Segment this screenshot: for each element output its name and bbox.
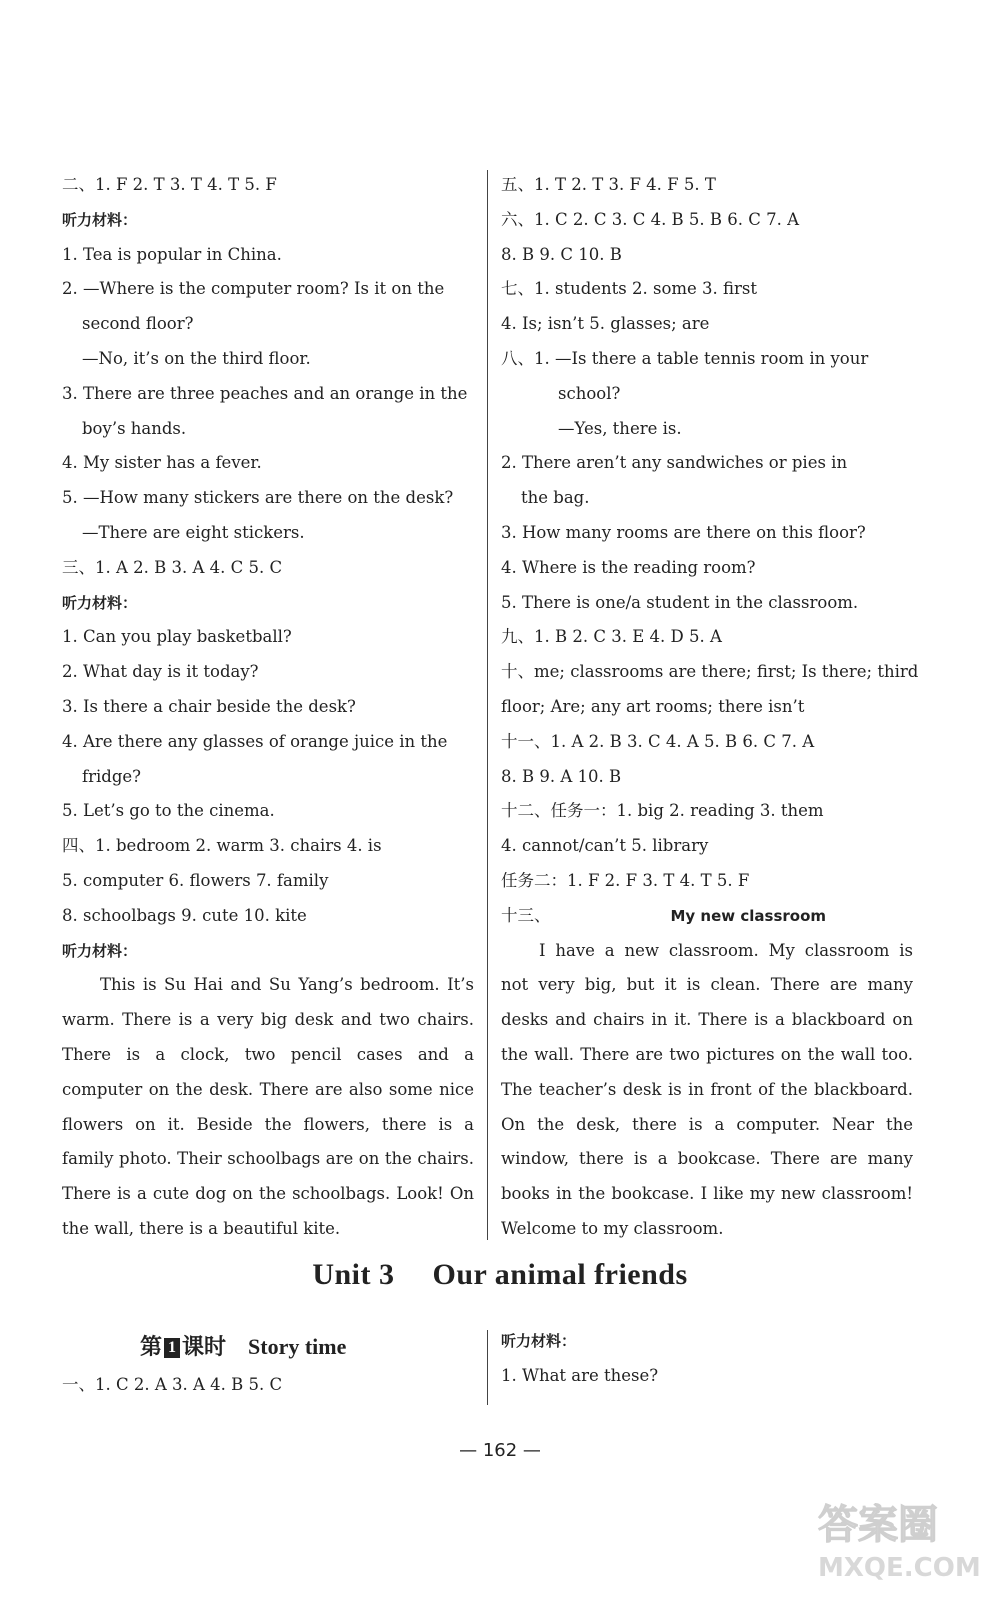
answer-line: 3. Is there a chair beside the desk? [62, 696, 356, 716]
answer-line: —There are eight stickers. [82, 522, 305, 542]
answer-line: 8. B 9. C 10. B [501, 244, 622, 264]
answer-line: 九、1. B 2. C 3. E 4. D 5. A [501, 627, 722, 647]
answer-line: 8. B 9. A 10. B [501, 766, 622, 786]
lesson-number-badge: 1 [164, 1338, 180, 1358]
right-answers [501, 168, 919, 899]
essay-body: I have a new classroom. My classroom is not very big, but it is clean. There are many desks and chairs in it. There is a blackboard on the wall. There are two pictures on the wall too. The teacher’s desk is in front of the blackboard. On the desk, there is a computer. Near the window, there is a bookcase. There are many books in the bookcase. I like my new classroom! Welcome to my classroom. [501, 940, 913, 1238]
listening-label: 听力材料： [62, 593, 138, 612]
answer-line: 2. What day is it today? [62, 662, 259, 682]
answer-line: 六、1. C 2. C 3. C 4. B 5. B 6. C 7. A [501, 209, 800, 229]
unit-number: Unit 3 [312, 1258, 395, 1291]
answer-line: 4. My sister has a fever. [62, 453, 262, 473]
answer-line: boy’s hands. [82, 418, 187, 438]
answer-line: 5. computer 6. flowers 7. family [62, 870, 329, 890]
answer-line: 3. There are three peaches and an orange in the [62, 383, 468, 403]
answer-line: 2. —Where is the computer room? Is it on the [62, 279, 445, 299]
essay-title: My new classroom [670, 906, 827, 925]
answer-line: 三、1. A 2. B 3. A 4. C 5. C [62, 557, 283, 577]
watermark-en: MXQE.COM [818, 1553, 981, 1583]
listening-label: 听力材料： [62, 941, 138, 960]
answer-line: 1. Tea is popular in China. [62, 244, 282, 264]
answer-line: second floor? [82, 314, 194, 334]
answer-line: 五、1. T 2. T 3. F 4. F 5. T [501, 175, 716, 194]
answer-line: 四、1. bedroom 2. warm 3. chairs 4. is [62, 836, 382, 856]
lesson-prefix: 第 [140, 1334, 163, 1359]
answer-line: school? [558, 383, 621, 403]
listening-passage: This is Su Hai and Su Yang’s bedroom. It’s warm. There is a very big desk and two chairs. There is a clock, two pencil cases and a computer on the desk. There are also some nice flowers on it. Beside the flowers, there is a family photo. Their schoolbags are on the chairs. There is a cute dog on the schoolbags. Look! On the wall, there is a beautiful kite. [62, 975, 474, 1238]
answer-line: 任务二：1. F 2. F 3. T 4. T 5. F [501, 870, 750, 890]
right-column [501, 168, 919, 1247]
unit-name: Our animal friends [432, 1258, 688, 1291]
answer-line: 十二、任务一：1. big 2. reading 3. them [501, 801, 824, 821]
answer-line: 二、1. F 2. T 3. T 4. T 5. F [62, 175, 277, 194]
answer-line: 2. There aren’t any sandwiches or pies in [501, 453, 848, 473]
unit-title [0, 1258, 1000, 1292]
answer-line: 4. Is; isn’t 5. glasses; are [501, 314, 710, 334]
answer-line: 5. There is one/a student in the classroom. [501, 592, 859, 612]
answer-line: fridge? [82, 766, 142, 786]
column-divider [487, 170, 488, 1240]
answer-line: 八、1. —Is there a table tennis room in your [501, 348, 869, 368]
listening-label: 听力材料： [501, 1332, 577, 1350]
listening-line: 1. What are these? [501, 1365, 659, 1385]
answer-line: 1. Can you play basketball? [62, 627, 292, 647]
watermark-cn: 答案圈 [818, 1502, 938, 1548]
answer-line: 3. How many rooms are there on this floor? [501, 522, 866, 542]
lesson-title [140, 1330, 346, 1361]
lesson-listening [501, 1324, 658, 1394]
answer-line: 5. Let’s go to the cinema. [62, 801, 275, 821]
page-number: — 162 — [459, 1440, 541, 1461]
answer-line: 十、me; classrooms are there; first; Is there; third [501, 662, 919, 682]
lesson-answers: 一、1. C 2. A 3. A 4. B 5. C [62, 1375, 283, 1394]
answer-line: 4. Where is the reading room? [501, 557, 756, 577]
answer-line: floor; Are; any art rooms; there isn’t [501, 696, 805, 716]
left-column [62, 168, 474, 1247]
lesson-name: Story time [248, 1334, 347, 1359]
answer-line: 4. cannot/can’t 5. library [501, 836, 709, 856]
answer-line: the bag. [521, 488, 590, 508]
lesson-suffix: 课时 [182, 1334, 227, 1359]
lower-column-divider [487, 1330, 488, 1405]
answer-line: 8. schoolbags 9. cute 10. kite [62, 905, 307, 925]
answer-line: —No, it’s on the third floor. [82, 348, 311, 368]
answer-line: 5. —How many stickers are there on the desk? [62, 488, 454, 508]
answer-line: —Yes, there is. [558, 418, 682, 438]
answer-line: 十一、1. A 2. B 3. C 4. A 5. B 6. C 7. A [501, 731, 815, 751]
answer-line: 七、1. students 2. some 3. first [501, 279, 758, 299]
listening-label: 听力材料： [62, 210, 138, 229]
essay-number: 十三、 [501, 905, 551, 925]
watermark-logo [812, 1486, 982, 1586]
answer-line: 4. Are there any glasses of orange juice in the [62, 731, 448, 751]
essay-heading [501, 899, 913, 934]
